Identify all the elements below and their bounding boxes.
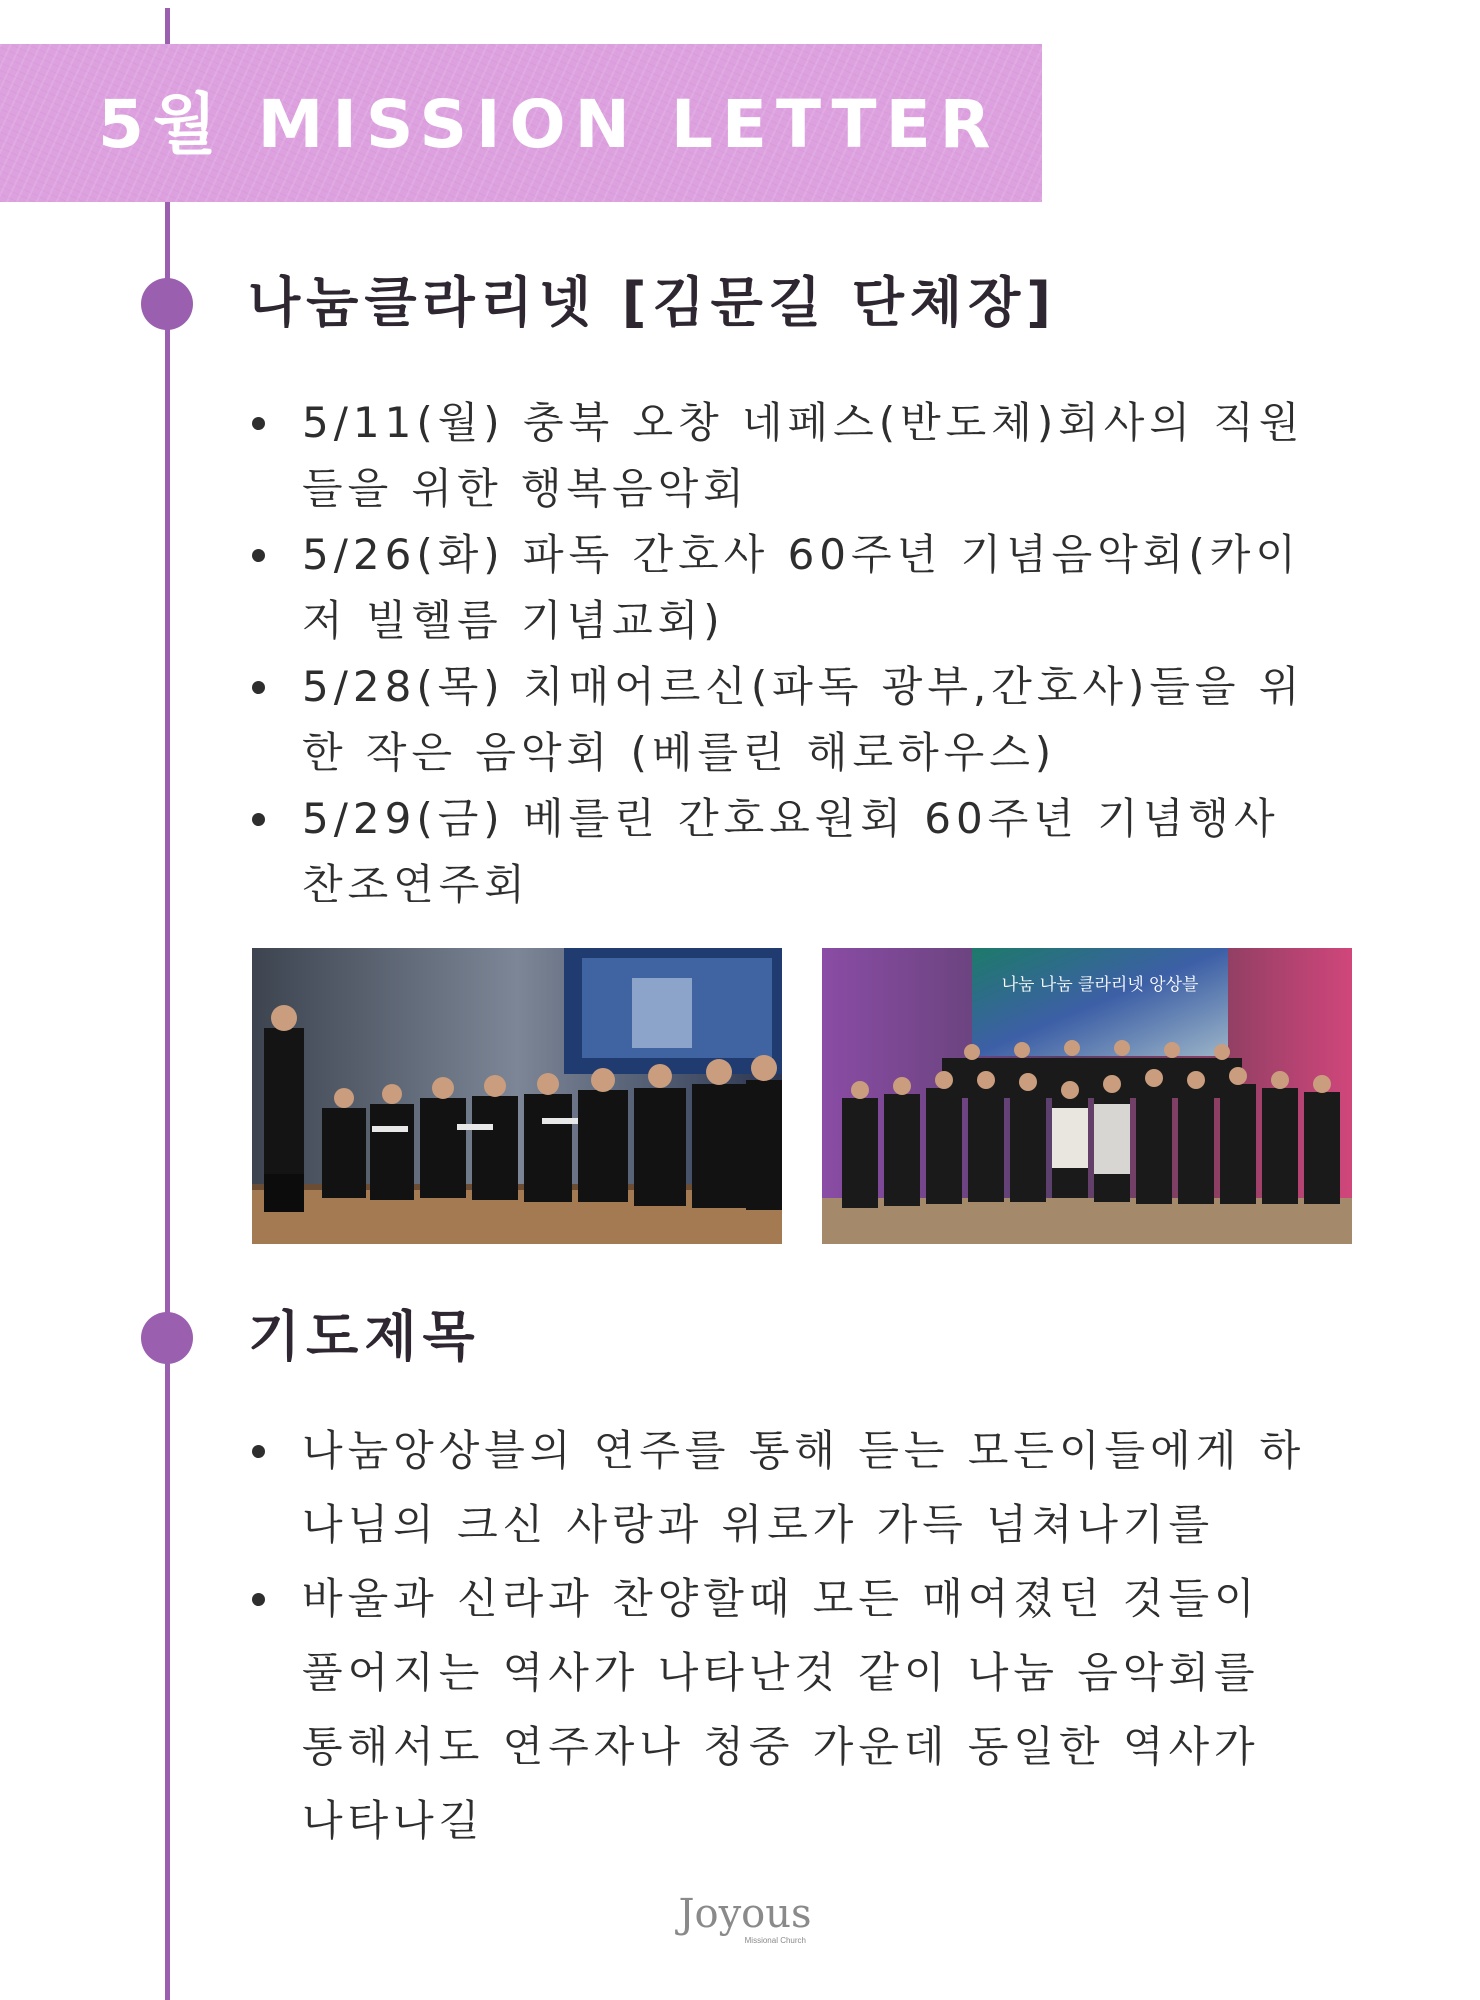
clarinet-events-list (252, 390, 1342, 918)
timeline-dot (141, 278, 193, 330)
joyous-logo (670, 1891, 820, 1945)
title-banner (0, 44, 1042, 202)
logo-wordmark: Joyous (678, 1891, 812, 1937)
list-item: 5/11(월) 충북 오창 네페스(반도체)회사의 직원들을 위한 행복음악회 (252, 390, 1342, 522)
list-item: 5/28(목) 치매어르신(파독 광부,간호사)들을 위한 작은 음악회 (베를린 해로하우스) (252, 654, 1342, 786)
photo-concert-performance (252, 948, 782, 1244)
prayer-list (252, 1414, 1312, 1858)
screen-caption: 나눔 나눔 클라리넷 앙상블 (1001, 975, 1199, 995)
list-item: 5/29(금) 베를린 간호요원회 60주년 기념행사 찬조연주회 (252, 786, 1342, 918)
section-heading-clarinet: 나눔클라리넷 [김문길 단체장] (248, 271, 1057, 334)
timeline-dot (141, 1312, 193, 1364)
list-item: 5/26(화) 파독 간호사 60주년 기념음악회(카이저 빌헬름 기념교회) (252, 522, 1342, 654)
banner-title: 5월 MISSION LETTER (98, 86, 1000, 163)
list-item: 나눔앙상블의 연주를 통해 듣는 모든이들에게 하나님의 크신 사랑과 위로가 가득 넘쳐나기를 (252, 1414, 1312, 1562)
list-item: 바울과 신라과 찬양할때 모든 매여졌던 것들이 풀어지는 역사가 나타난것 같이 나눔 음악회를 통해서도 연주자나 청중 가운데 동일한 역사가 나타나길 (252, 1562, 1312, 1858)
section-heading-prayer: 기도제목 (248, 1305, 481, 1368)
photo-group-ensemble (822, 948, 1352, 1244)
logo-subtitle: Missional Church (744, 1936, 806, 1945)
